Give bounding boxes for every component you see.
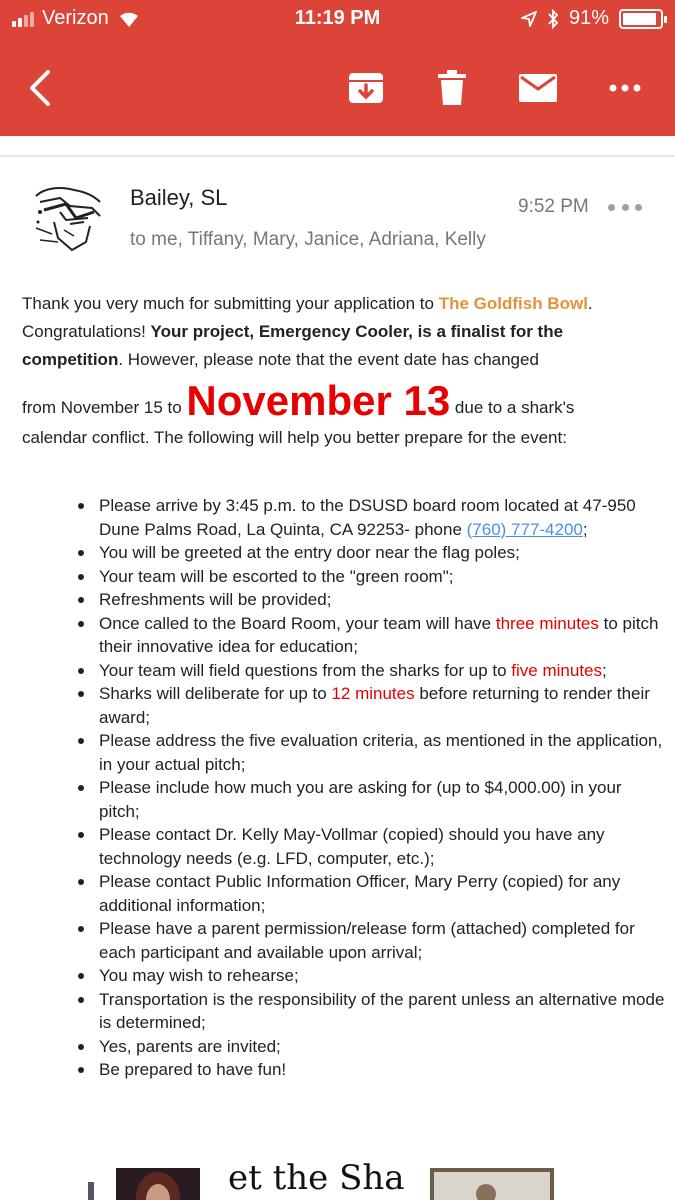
list-item: Please contact Public Information Officer, Mary Perry (copied) for any additional information; [76, 870, 666, 917]
time-limit: 12 minutes [331, 684, 415, 703]
finalist-notice: Your project, Emergency Cooler, is a finalist for the competition [22, 322, 564, 369]
org-name: The Goldfish Bowl [438, 294, 588, 313]
intro-text: from November 15 to [22, 398, 187, 417]
status-bar [0, 0, 675, 38]
list-item [76, 494, 666, 541]
list-item: Refreshments will be provided; [76, 588, 666, 612]
list-item: Please address the five evaluation criteria, as mentioned in the application, in your actual pitch; [76, 729, 666, 776]
phone-link[interactable]: (760) 777-4200 [466, 519, 583, 539]
archive-icon [348, 71, 384, 105]
battery-level [623, 13, 656, 25]
back-button[interactable] [8, 56, 72, 120]
mail-icon [519, 74, 557, 102]
battery-percent: 91% [568, 7, 609, 29]
list-item [76, 659, 666, 683]
new-event-date: November 13 [186, 377, 451, 424]
list-item [76, 612, 666, 659]
carrier-name: Verizon [42, 7, 109, 29]
list-item: Please include how much you are asking for (up to $4,000.00) in your pitch; [76, 776, 666, 823]
time-limit: three minutes [495, 613, 599, 633]
back-arrow-icon [26, 68, 54, 108]
message-toolbar [0, 56, 675, 120]
list-item: Be prepared to have fun! [76, 1058, 666, 1082]
list-item: Transportation is the responsibility of the parent unless an alternative mode is determined; [76, 988, 666, 1035]
delete-button[interactable] [420, 56, 484, 120]
dot-icon [635, 204, 642, 211]
dot-icon [622, 204, 629, 211]
list-item [76, 682, 666, 729]
item-text: Once called to the Board Room, your team will have [99, 613, 496, 633]
intro-text: calendar conflict. The following will help you better prepare for the event: [22, 428, 567, 447]
shark-photo-thumbnail[interactable] [88, 1168, 200, 1200]
item-text: to pitch their innovative idea for education; [99, 613, 659, 656]
list-item: Please contact Dr. Kelly May-Vollmar (copied) should you have any technology needs (e.g. LFD, computer, etc.); [76, 823, 666, 870]
item-text: Please arrive by 3:45 p.m. to the DSUSD board room located at 47-950 Dune Palms Road, La Quinta, CA 92253- phone [99, 496, 636, 539]
status-time: 11:19 PM [294, 7, 381, 29]
archive-button[interactable] [334, 56, 398, 120]
item-text: ; [582, 519, 588, 539]
list-item: You may wish to rehearse; [76, 964, 666, 988]
item-text: Your team will field questions from the sharks for up to [99, 660, 512, 680]
intro-text: . Congratulations! [22, 294, 593, 341]
more-horizontal-icon [609, 84, 641, 92]
recipients-line[interactable]: to me, Tiffany, Mary, Janice, Adriana, Kelly [130, 229, 486, 250]
item-text: before returning to render their award; [99, 684, 650, 727]
list-item: Your team will be escorted to the "green room"; [76, 565, 666, 589]
message-time: 9:52 PM [518, 196, 589, 217]
time-limit: five minutes [511, 660, 602, 680]
intro-text: . However, please note that the event date has changed [118, 350, 539, 369]
instructions-list [76, 494, 666, 1082]
date-change-line [22, 377, 657, 424]
app-header [0, 0, 675, 136]
more-options-button[interactable] [593, 56, 657, 120]
list-item: You will be greeted at the entry door near the flag poles; [76, 541, 666, 565]
meet-the-sharks-heading: et the Sha [228, 1158, 405, 1198]
bluetooth-icon [547, 9, 559, 29]
message-more-button[interactable] [608, 196, 642, 218]
list-item: Yes, parents are invited; [76, 1035, 666, 1059]
battery-icon [619, 9, 663, 29]
intro-text: Thank you very much for submitting your application to [22, 294, 439, 313]
intro-text: due to a shark's [450, 398, 575, 417]
dot-icon [608, 204, 615, 211]
trash-icon [438, 70, 466, 106]
shark-photo-thumbnail[interactable] [430, 1168, 570, 1200]
item-text: Sharks will deliberate for up to [99, 684, 332, 703]
sender-avatar[interactable] [30, 182, 106, 258]
sender-name[interactable]: Bailey, SL [130, 185, 228, 210]
item-text: ; [602, 660, 607, 680]
header-divider [0, 155, 675, 157]
mark-unread-button[interactable] [506, 56, 570, 120]
message-intro [22, 290, 657, 452]
location-icon [521, 11, 537, 27]
list-item: Please have a parent permission/release form (attached) completed for each participant and available upon arrival; [76, 917, 666, 964]
